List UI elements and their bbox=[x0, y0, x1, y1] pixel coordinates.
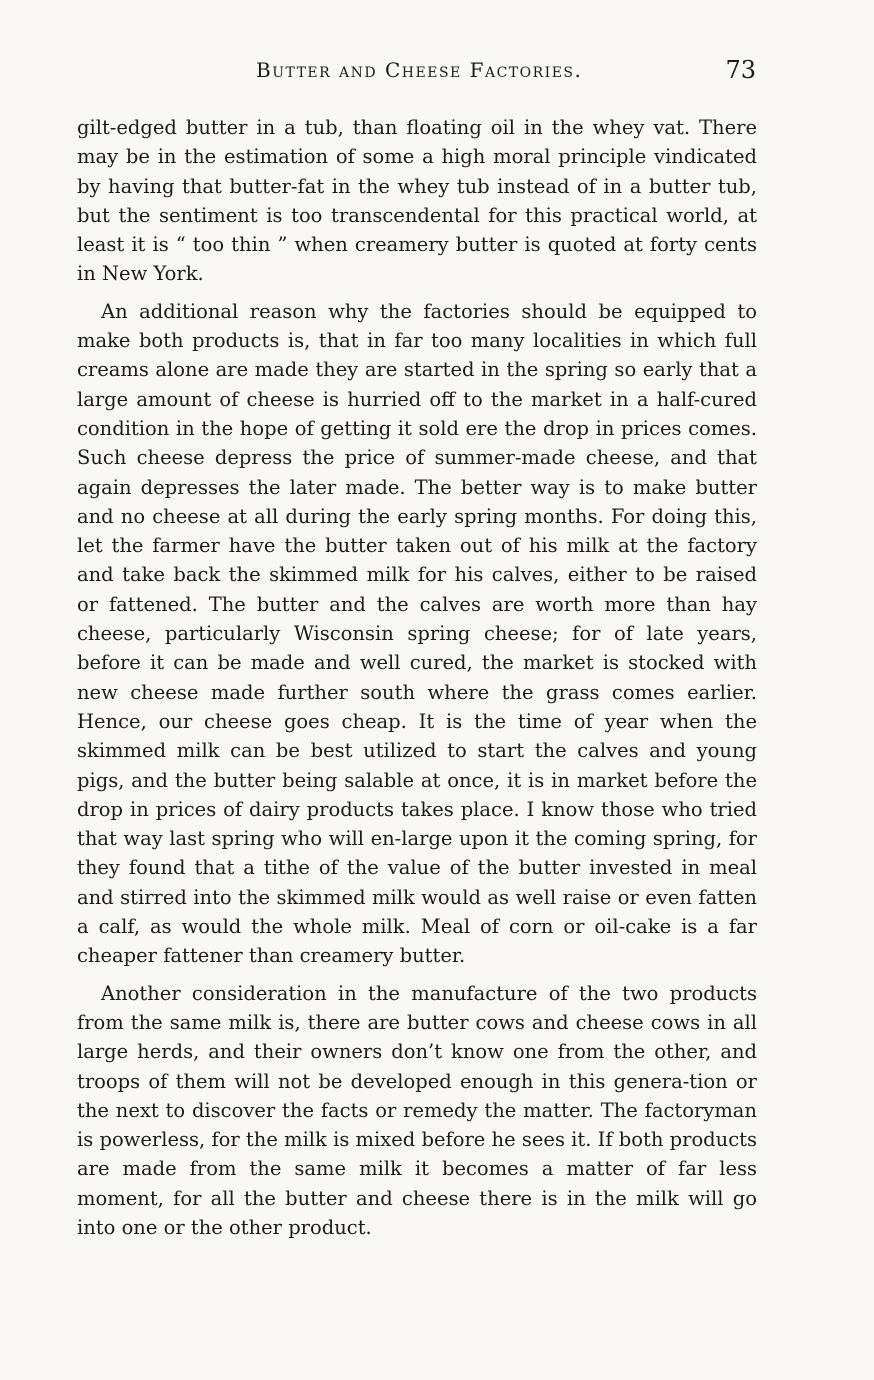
running-title: Butter and Cheese Factories. bbox=[256, 58, 583, 82]
paragraph: Another consideration in the manufacture of the two products from the same milk is, there are butter cows and cheese cows in all large herds, and their owners don’t know one from the other, and troops of them will not be developed enough in this genera-tion or the next to discover the facts or remedy the matter. The factoryman is powerless, for the milk is mixed before he sees it. If both products are made from the same milk it becomes a matter of far less moment, for all the butter and cheese there is in the milk will go into one or the other product. bbox=[77, 981, 757, 1239]
body-text bbox=[77, 113, 757, 1242]
page-number: 73 bbox=[725, 56, 756, 84]
paragraph-continued: gilt-edged butter in a tub, than floating oil in the whey vat. There may be in the estimation of some a high moral principle vindicated by having that butter-fat in the whey tub instead of in a butter tub, but the sentiment is too transcendental for this practical world, at least it is “ too thin ” when creamery butter is quoted at forty cents in New York. bbox=[77, 116, 757, 286]
paragraph: An additional reason why the factories should be equipped to make both products is, that in far too many localities in which full creams alone are made they are started in the spring so early that a large amount of cheese is hurried off to the market in a half-cured condition in the hope of getting it sold ere the drop in prices comes. Such cheese depress the price of summer-made cheese, and that again depresses the later made. The better way is to make butter and no cheese at all during the early spring months. For doing this, let the farmer have the butter taken out of his milk at the factory and take back the skimmed milk for his calves, either to be raised or fattened. The butter and the calves are worth more than hay cheese, particularly Wisconsin spring cheese; for of late years, before it can be made and well cured, the market is stocked with new cheese made further south where the grass comes earlier. Hence, our cheese goes cheap. It is the time of year when the skimmed milk can be best utilized to start the calves and young pigs, and the butter being salable at once, it is in market before the drop in prices of dairy products takes place. I know those who tried that way last spring who will en-large upon it the coming spring, for they found that a tithe of the value of the butter invested in meal and stirred into the skimmed milk would as well raise or even fatten a calf, as would the whole milk. Meal of corn or oil-cake is a far cheaper fattener than creamery butter. bbox=[77, 299, 757, 968]
running-head bbox=[80, 56, 760, 90]
